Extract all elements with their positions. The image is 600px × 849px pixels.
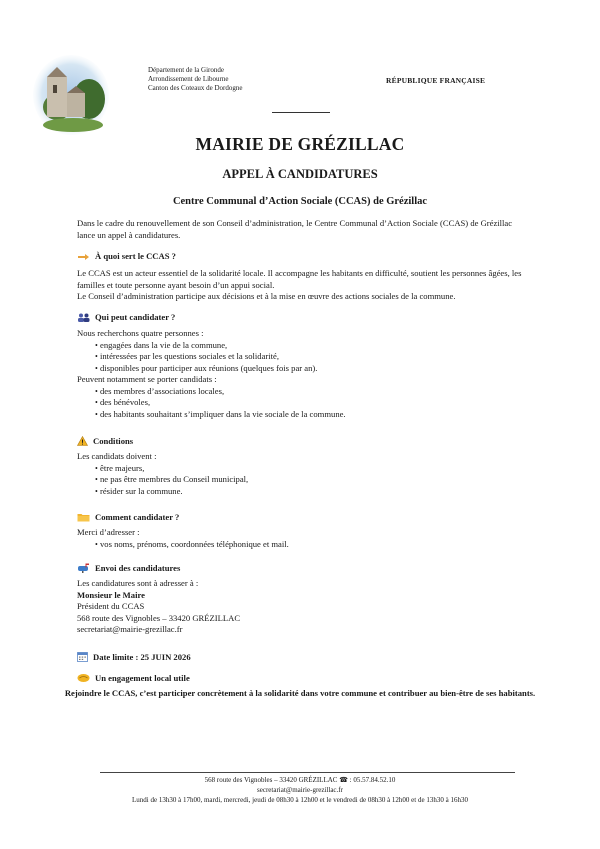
list-lead: Nous recherchons quatre personnes : (77, 328, 204, 338)
footer-hours: Lundi de 13h30 à 17h00, mardi, mercredi, jeudi de 08h30 à 12h00 et le vendredi de 08h30 à 12h00 et de 13h30 à 16h30 (132, 796, 468, 804)
requirements-list (77, 340, 525, 375)
section-engagement-heading (77, 673, 190, 683)
organisation-name: Centre Communal d’Action Sociale (CCAS) de Grézillac (172, 196, 428, 207)
list-item: • vos noms, prénoms, coordonnées téléphonique et mail. (77, 539, 525, 551)
list-item: • disponibles pour participer aux réunions (quelques fois par an). (77, 363, 525, 375)
calendar-icon (77, 651, 88, 662)
footer-divider (100, 772, 515, 773)
candidates-list (77, 386, 525, 421)
list-item: • des membres d’associations locales, (77, 386, 525, 398)
page-title: MAIRIE DE GRÉZILLAC (195, 134, 405, 154)
section-eligibility-text (77, 328, 525, 420)
mailbox-icon (77, 563, 90, 573)
handshake-icon (77, 673, 90, 683)
list-item: • être majeurs, (77, 463, 525, 475)
administrative-header (148, 66, 242, 93)
admin-line: Canton des Coteaux de Dordogne (148, 84, 243, 92)
section-heading-text: À quoi sert le CCAS ? (95, 251, 176, 261)
republic-label: RÉPUBLIQUE FRANÇAISE (386, 76, 486, 85)
pointing-hand-icon (77, 252, 90, 261)
footer-email: secretariat@mairie-grezillac.fr (257, 786, 343, 794)
page-subtitle: APPEL À CANDIDATURES (222, 167, 378, 181)
footer-address: 568 route des Vignobles – 33420 GRÉZILLAC ☎ : 05.57.84.52.10 (204, 776, 396, 784)
section-heading-text: Qui peut candidater ? (95, 312, 176, 322)
section-heading-text: Comment candidater ? (95, 512, 180, 522)
recipient-name: Monsieur le Maire (77, 589, 145, 600)
section-purpose-text (77, 268, 525, 303)
paragraph: Le Conseil d’administration participe aux décisions et à la mise en œuvre des actions sociales de la commune. (77, 291, 456, 301)
list-item: • intéressées par les questions sociales et la solidarité, (77, 351, 525, 363)
deadline-heading (77, 651, 191, 662)
section-send-heading (77, 563, 180, 573)
list-lead: Les candidats doivent : (77, 451, 157, 461)
church-photo (33, 55, 109, 135)
warning-icon (77, 436, 88, 446)
section-howto-heading (77, 512, 179, 522)
recipient-email: secretariat@mairie-grezillac.fr (77, 624, 183, 634)
section-send-text (77, 578, 525, 636)
list-lead: Peuvent notamment se porter candidats : (77, 374, 217, 384)
section-eligibility-heading (77, 312, 175, 322)
admin-line: Arrondissement de Libourne (148, 75, 229, 83)
conditions-list (77, 463, 525, 498)
section-heading-text: Conditions (93, 436, 134, 446)
list-item: • engagées dans la vie de la commune, (77, 340, 525, 352)
paragraph: Le CCAS est un acteur essentiel de la solidarité locale. Il accompagne les habitants en difficulté, soutient les personnes âgées, les familles et toute personne ayant besoin d’un appui social. (77, 268, 522, 290)
intro-paragraph: Dans le cadre du renouvellement de son Conseil d’administration, le Centre Communal d’Action Sociale (CCAS) de Grézillac lance un appel à candidatures. (77, 218, 513, 240)
howto-list (77, 539, 525, 551)
section-conditions-text (77, 451, 525, 497)
list-item: • des habitants souhaitant s’impliquer dans la vie sociale de la commune. (77, 409, 525, 421)
recipient-address: 568 route des Vignobles – 33420 GRÉZILLAC (77, 612, 241, 623)
closing-statement: Rejoindre le CCAS, c’est participer concrètement à la solidarité dans votre commune et contribuer au bien-être de ses habitants. (64, 688, 536, 698)
list-item: • résider sur la commune. (77, 486, 525, 498)
header-divider (272, 112, 330, 113)
list-item: • ne pas être membres du Conseil municipal, (77, 474, 525, 486)
list-item: • des bénévoles, (77, 397, 525, 409)
section-purpose-heading (77, 251, 176, 261)
list-lead: Merci d’adresser : (77, 527, 140, 537)
section-howto-text (77, 527, 525, 550)
deadline-text: Date limite : 25 JUIN 2026 (93, 651, 191, 662)
folder-icon (77, 512, 90, 522)
paragraph: Les candidatures sont à adresser à : (77, 578, 199, 588)
section-conditions-heading (77, 436, 133, 446)
section-heading-text: Envoi des candidatures (95, 563, 181, 573)
people-icon (77, 313, 90, 322)
admin-line: Département de la Gironde (148, 66, 224, 74)
recipient-role: Président du CCAS (77, 601, 145, 611)
section-heading-text: Un engagement local utile (95, 673, 190, 683)
